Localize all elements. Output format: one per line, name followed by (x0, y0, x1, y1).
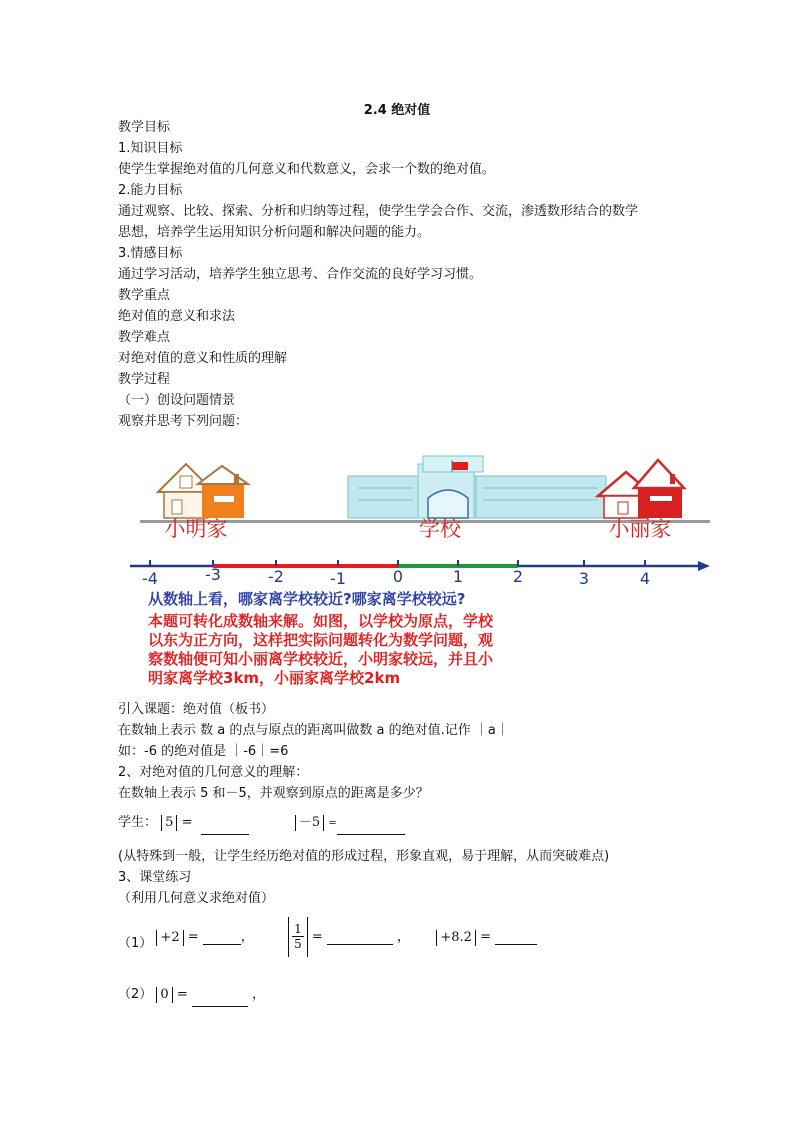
abs-fraction (288, 917, 308, 957)
tick-label: 0 (392, 567, 404, 586)
tick-label: -3 (205, 565, 221, 584)
student-label: 学生： (118, 815, 158, 830)
equals-sign: = (181, 815, 193, 830)
abs-plus2: +2 (156, 930, 183, 946)
heading-section-3: 3、课堂练习 (118, 870, 192, 885)
explanation-line: 察数轴便可知小丽离学校较近，小明家较远，并且小 (148, 650, 494, 668)
heading-goals: 教学目标 (118, 120, 171, 135)
text-definition: 在数轴上表示 数 a 的点与原点的距离叫做数 a 的绝对值.记作 ｜a｜ (118, 723, 509, 738)
heading-ability: 2.能力目标 (118, 183, 183, 198)
tick-label: 4 (639, 569, 651, 588)
left-house-icon (158, 464, 248, 518)
text-note: (从特殊到一般，让学生经历绝对值的形成过程，形象直观，易于理解，从而突破难点) (118, 849, 610, 864)
explanation-line: 明家离学校3km，小丽家离学校2km (148, 669, 401, 687)
equals-sign: = (328, 818, 337, 829)
abs-plus8-2: +8.2 (436, 930, 476, 946)
axis-arrow (698, 561, 710, 571)
answer-blank-1[interactable] (201, 820, 249, 835)
practice-row-2 (118, 983, 265, 1007)
practice-row-1 (118, 917, 537, 961)
explanation-line: 本题可转化成数轴来解。如图，以学校为原点，学校 (148, 612, 494, 630)
text-observe: 观察并思考下列问题： (118, 414, 249, 429)
tick-label: -4 (142, 569, 158, 588)
fraction-denominator: 5 (294, 937, 302, 951)
heading-process: 教学过程 (118, 372, 171, 387)
figure-explanation (148, 612, 494, 688)
answer-blank-5[interactable] (495, 930, 537, 945)
answer-blank-3[interactable] (203, 930, 241, 945)
tick-label: 2 (512, 567, 524, 586)
question-label-1: （1） (118, 935, 153, 951)
equals-sign: = (311, 929, 323, 945)
student-answer-row (118, 812, 405, 835)
tick-label: 1 (452, 567, 464, 586)
abs-neg5: －5 (295, 815, 324, 831)
equals-sign: = (187, 929, 199, 945)
comma: ， (252, 987, 266, 1002)
explanation-line: 以东为正方向，这样把实际问题转化为数学问题，观 (148, 631, 494, 649)
tick-label: 3 (578, 569, 590, 588)
heading-emotion: 3.情感目标 (118, 246, 183, 261)
answer-blank-2[interactable] (337, 820, 405, 835)
figure-question: 从数轴上看，哪家离学校较近?哪家离学校较远? (148, 590, 466, 608)
equals-sign: = (176, 987, 188, 1002)
number-line-figure (118, 452, 712, 688)
text-ability-2: 思想，培养学生运用知识分析问题和解决问题的能力。 (118, 225, 431, 240)
text-intro: 引入课题：绝对值（板书） (118, 702, 275, 717)
heading-key-point: 教学重点 (118, 288, 171, 303)
answer-blank-6[interactable] (192, 992, 248, 1007)
right-house-label: 小丽家 (608, 517, 672, 541)
text-key-point: 绝对值的意义和求法 (118, 309, 236, 324)
text-knowledge: 使学生掌握绝对值的几何意义和代数意义，会求一个数的绝对值。 (118, 162, 496, 177)
tick-label: -1 (330, 569, 346, 588)
left-house-label: 小明家 (164, 517, 228, 541)
text-difficulty: 对绝对值的意义和性质的理解 (118, 351, 288, 366)
comma: ， (240, 929, 254, 945)
equals-sign: = (480, 929, 491, 945)
heading-difficulty: 教学难点 (118, 330, 171, 345)
text-question-2: 在数轴上表示 5 和－5，并观察到原点的距离是多少？ (118, 786, 429, 801)
text-example: 如：-6 的绝对值是 ｜-6｜=6 (118, 744, 289, 759)
fraction-numerator: 1 (294, 922, 302, 936)
comma: ， (397, 929, 411, 945)
school-building-icon (348, 456, 606, 518)
school-label: 学校 (419, 517, 461, 541)
text-ability-1: 通过观察、比较、探索、分析和归纳等过程，使学生学会合作、交流，渗透数形结合的数学 (118, 204, 639, 219)
text-emotion: 通过学习活动，培养学生独立思考、合作交流的良好学习习惯。 (118, 267, 483, 282)
abs-zero: 0 (156, 987, 172, 1003)
abs-5: 5 (161, 815, 177, 831)
right-house-icon (598, 460, 684, 518)
answer-blank-4[interactable] (327, 930, 393, 945)
heading-scenario: （一）创设问题情景 (118, 393, 236, 408)
page-title: 2.4 绝对值 (363, 103, 431, 118)
tick-label: -2 (268, 567, 284, 586)
question-label-2: （2） (118, 987, 153, 1002)
text-practice-hint: （利用几何意义求绝对值） (118, 891, 275, 906)
heading-knowledge: 1.知识目标 (118, 141, 183, 156)
heading-section-2: 2、对绝对值的几何意义的理解： (118, 765, 309, 780)
tick-labels (142, 565, 650, 588)
